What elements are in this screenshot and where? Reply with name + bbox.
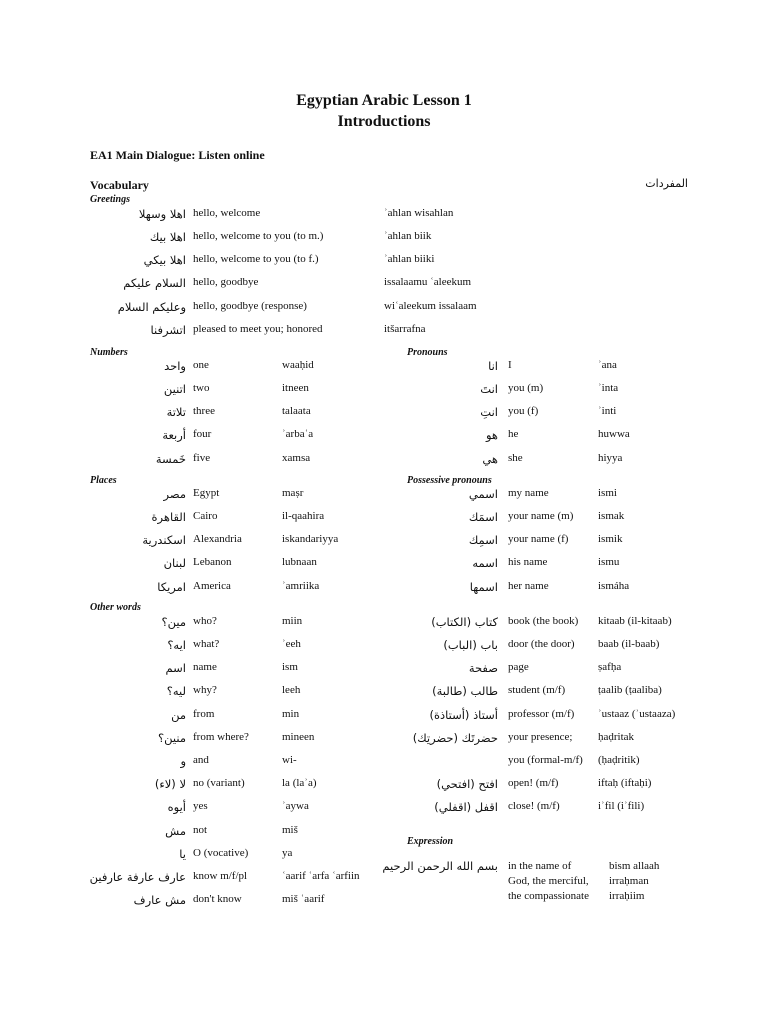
arabic-word: باب (الباب) [443, 638, 498, 652]
arabic-word: صفحة [468, 661, 498, 675]
transliteration: waaḥid [282, 359, 314, 371]
arabic-word: واحد [164, 359, 186, 373]
section-possessive-pronouns: Possessive pronouns [407, 475, 492, 486]
transliteration: il-qaahira [282, 510, 325, 522]
arabic-word: اسمَك [468, 510, 498, 524]
english-meaning: open! (m/f) [508, 777, 559, 789]
transliteration: huwwa [598, 428, 630, 440]
arabic-word: كتاب (الكتاب) [431, 615, 498, 629]
arabic-word: اهلا بيكي [143, 253, 186, 267]
vocab-row [0, 359, 768, 379]
transliteration: ya [282, 847, 293, 859]
vocabulary-heading: Vocabulary [90, 178, 149, 192]
expression-transliteration-line: bism allaah [609, 860, 660, 872]
arabic-word: خَمسة [155, 452, 186, 466]
transliteration: maṣr [282, 487, 304, 499]
english-meaning: don't know [193, 893, 242, 905]
english-meaning: student (m/f) [508, 684, 566, 696]
vocab-row [0, 276, 768, 296]
arabic-word: اتنين [163, 382, 186, 396]
english-meaning: hello, goodbye (response) [193, 300, 307, 312]
arabic-word: اهلا بيك [149, 230, 186, 244]
arabic-word: اتشرفنا [150, 323, 186, 337]
transliteration: lubnaan [282, 556, 317, 568]
expression-transliteration-line: irraḥiim [609, 890, 645, 902]
english-meaning: one [193, 359, 209, 371]
dialogue-link[interactable]: EA1 Main Dialogue: Listen online [90, 148, 265, 162]
transliteration: ʾahlan wisahlan [384, 207, 454, 219]
english-meaning: Alexandria [193, 533, 242, 545]
expression-transliteration [609, 859, 659, 904]
vocab-row [0, 300, 768, 320]
arabic-word: اسم [165, 661, 186, 675]
expression-transliteration-line: irraḥman [609, 875, 649, 887]
transliteration: wi- [282, 754, 297, 766]
transliteration: ismu [598, 556, 620, 568]
english-meaning: your name (f) [508, 533, 569, 545]
arabic-word: اسمه [472, 556, 498, 570]
transliteration: miš [282, 824, 298, 836]
transliteration: itšarrafna [384, 323, 426, 335]
arabic-word: مصر [163, 487, 186, 501]
english-meaning: from where? [193, 731, 249, 743]
transliteration: ismik [598, 533, 623, 545]
english-meaning: close! (m/f) [508, 800, 560, 812]
vocab-row [0, 452, 768, 472]
section-greetings: Greetings [90, 194, 130, 205]
arabic-word: حضرتَك (حضرتِك) [412, 731, 498, 745]
vocab-row [0, 777, 768, 797]
vocabulary-heading-arabic: المفردات [645, 177, 688, 190]
arabic-word: منين؟ [158, 731, 186, 745]
arabic-word: تلاتة [166, 405, 186, 419]
arabic-word: هو [485, 428, 498, 442]
english-meaning: professor (m/f) [508, 708, 575, 720]
english-meaning: no (variant) [193, 777, 245, 789]
transliteration: ʾana [598, 359, 617, 371]
english-meaning: Cairo [193, 510, 218, 522]
english-meaning: hello, welcome [193, 207, 261, 219]
english-meaning: not [193, 824, 208, 836]
arabic-word: أيوه [167, 800, 186, 814]
transliteration: leeh [282, 684, 301, 696]
section-expression: Expression [407, 836, 454, 847]
transliteration: ismi [598, 487, 617, 499]
expression-english-line: the compassionate [508, 890, 589, 902]
arabic-word: عارف عارفة عارفين [89, 870, 186, 884]
vocab-row [0, 428, 768, 448]
transliteration: ismáha [598, 580, 630, 592]
vocab-row [0, 510, 768, 530]
arabic-word: اهلا وسهلا [138, 207, 186, 221]
arabic-word: انتَ [480, 382, 498, 396]
arabic-word: القاهرة [151, 510, 186, 524]
arabic-word: ايه؟ [167, 638, 186, 652]
english-meaning: your presence; [508, 731, 573, 743]
english-meaning: three [193, 405, 215, 417]
vocab-row [0, 230, 768, 250]
english-meaning: yes [193, 800, 208, 812]
arabic-word: انا [488, 359, 498, 373]
transliteration: ʾinti [598, 405, 617, 417]
english-meaning: you (formal-m/f) [508, 754, 583, 766]
transliteration: ʾaywa [282, 800, 309, 812]
english-meaning: page [508, 661, 529, 673]
page-subtitle: Introductions [337, 113, 431, 130]
transliteration: miš ʿaarif [282, 893, 325, 905]
vocab-row [0, 533, 768, 553]
english-meaning: you (f) [508, 405, 539, 417]
english-meaning: what? [193, 638, 220, 650]
section-places: Places [90, 475, 117, 486]
transliteration: issalaamu ʿaleekum [384, 276, 472, 288]
english-meaning: book (the book) [508, 615, 579, 627]
transliteration: (ḥaḍritik) [598, 754, 640, 766]
transliteration: xamsa [282, 452, 311, 464]
transliteration: ʾeeh [282, 638, 301, 650]
english-meaning: and [193, 754, 209, 766]
english-meaning: door (the door) [508, 638, 575, 650]
section-numbers: Numbers [90, 347, 128, 358]
arabic-phrase: بسم الله الرحمن الرحيم [382, 859, 498, 873]
vocab-row [0, 382, 768, 402]
transliteration: ṭaalib (ṭaaliba) [598, 684, 662, 696]
english-meaning: Egypt [193, 487, 220, 499]
transliteration: mineen [282, 731, 315, 743]
arabic-word: وعليكم السلام [117, 300, 186, 314]
vocab-row [0, 661, 768, 681]
transliteration: ʾamriika [282, 580, 320, 592]
english-meaning: he [508, 428, 519, 440]
vocab-row [0, 638, 768, 658]
arabic-word: اسمها [469, 580, 498, 594]
vocab-row [0, 405, 768, 425]
arabic-word: اسمي [468, 487, 498, 501]
transliteration: itneen [282, 382, 309, 394]
vocab-row [0, 556, 768, 576]
english-meaning: know m/f/pl [193, 870, 248, 882]
vocab-row [0, 323, 768, 343]
section-pronouns: Pronouns [407, 347, 448, 358]
vocab-row [0, 684, 768, 704]
english-meaning: hello, welcome to you (to m.) [193, 230, 324, 242]
transliteration: ʾustaaz (ʾustaaza) [598, 708, 676, 720]
vocab-row [0, 580, 768, 600]
english-meaning: Lebanon [193, 556, 232, 568]
vocab-row [0, 754, 768, 774]
arabic-word: افتح (افتحي) [436, 777, 498, 791]
english-meaning: name [193, 661, 217, 673]
expression-english [508, 859, 589, 904]
english-meaning: from [193, 708, 215, 720]
arabic-word: مش [165, 824, 186, 838]
vocab-row [0, 207, 768, 227]
english-meaning: I [508, 359, 512, 371]
expression-english-line: God, the merciful, [508, 875, 589, 887]
transliteration: kitaab (il-kitaab) [598, 615, 672, 627]
transliteration: ʾahlan biik [384, 230, 432, 242]
transliteration: ʾahlan biiki [384, 253, 435, 265]
english-meaning: hello, welcome to you (to f.) [193, 253, 319, 265]
transliteration: talaata [282, 405, 311, 417]
english-meaning: my name [508, 487, 549, 499]
arabic-word: هي [482, 452, 498, 466]
english-meaning: your name (m) [508, 510, 574, 522]
transliteration: wiʿaleekum issalaam [384, 300, 477, 312]
arabic-word: اسكندرية [142, 533, 186, 547]
transliteration: ism [282, 661, 298, 673]
english-meaning: two [193, 382, 210, 394]
transliteration: ʾinta [598, 382, 619, 394]
transliteration: la (laʾa) [282, 777, 317, 789]
english-meaning: who? [193, 615, 217, 627]
english-meaning: four [193, 428, 212, 440]
english-meaning: five [193, 452, 211, 464]
transliteration: iʾfil (iʾfili) [598, 800, 645, 812]
transliteration: iftaḥ (iftaḥi) [598, 777, 652, 789]
transliteration: ṣafḥa [598, 661, 622, 673]
english-meaning: America [193, 580, 231, 592]
transliteration: iskandariyya [282, 533, 339, 545]
vocab-row [0, 731, 768, 751]
vocab-row [0, 708, 768, 728]
transliteration: min [282, 708, 300, 720]
vocab-row [0, 800, 768, 820]
arabic-word: من [171, 708, 186, 722]
arabic-word: و [180, 754, 186, 768]
english-meaning: why? [193, 684, 217, 696]
vocab-row [0, 824, 768, 844]
arabic-word: أربعة [162, 428, 186, 442]
expression-english-line: in the name of [508, 860, 572, 872]
vocab-row [0, 253, 768, 273]
arabic-word: انتِ [480, 405, 498, 419]
arabic-word: لا (لاء) [154, 777, 186, 791]
vocab-row [0, 615, 768, 635]
transliteration: hiyya [598, 452, 623, 464]
english-meaning: hello, goodbye [193, 276, 259, 288]
transliteration: ḥaḍritak [598, 731, 635, 743]
transliteration: ʾarbaʿa [282, 428, 314, 440]
arabic-word: مش عارف [133, 893, 186, 907]
arabic-word: مين؟ [161, 615, 186, 629]
section-other-words: Other words [90, 602, 141, 613]
transliteration: baab (il-baab) [598, 638, 660, 650]
english-meaning: you (m) [508, 382, 544, 394]
english-meaning: pleased to meet you; honored [193, 323, 323, 335]
arabic-word: امريكا [157, 580, 186, 594]
transliteration: ʿaarif ʿarfa ʿarfiin [282, 870, 360, 882]
english-meaning: her name [508, 580, 549, 592]
arabic-word: طالب (طالبة) [432, 684, 498, 698]
english-meaning: his name [508, 556, 548, 568]
arabic-word: يا [179, 847, 186, 861]
page-title: Egyptian Arabic Lesson 1 [296, 92, 472, 109]
english-meaning: she [508, 452, 523, 464]
arabic-word: السلام عليكم [123, 276, 186, 290]
arabic-word: لبنان [163, 556, 186, 570]
arabic-word: أستاذ (أستاذة) [429, 708, 498, 722]
arabic-word: اقفل (اقفلي) [434, 800, 498, 814]
english-meaning: O (vocative) [193, 847, 249, 859]
transliteration: ismak [598, 510, 625, 522]
transliteration: miin [282, 615, 303, 627]
arabic-word: اسمِك [468, 533, 498, 547]
arabic-word: ليه؟ [166, 684, 186, 698]
vocab-row [0, 487, 768, 507]
